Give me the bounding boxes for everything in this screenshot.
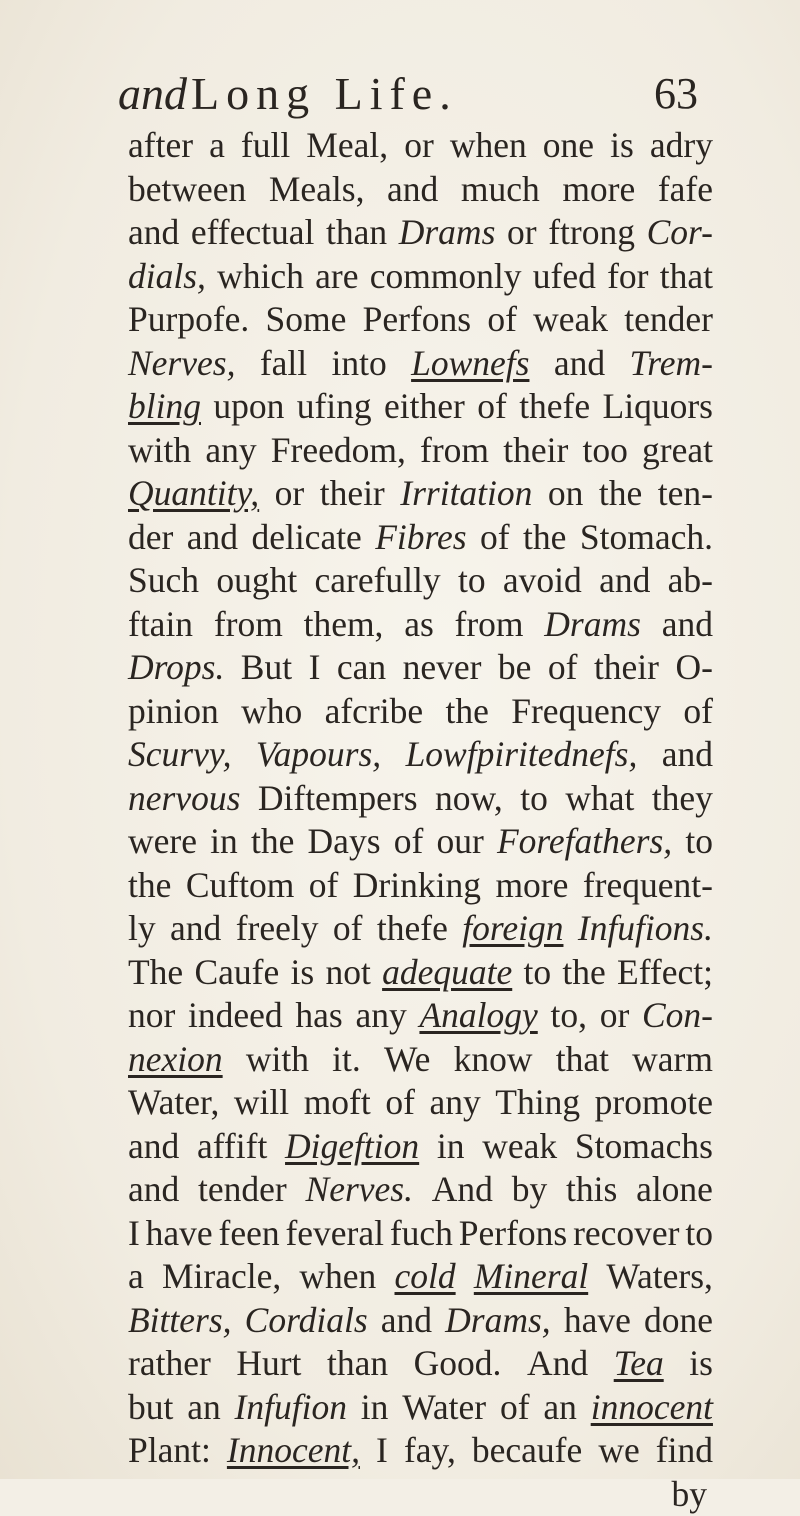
text-word: this [566, 1168, 617, 1212]
text-word: foreign [462, 907, 563, 951]
text-word: fay, [404, 1429, 456, 1473]
text-word: weak [482, 1125, 557, 1169]
text-word: and [128, 211, 179, 255]
text-word: to [685, 1212, 713, 1256]
text-word: Scurvy, [128, 733, 232, 777]
text-word: nor [128, 994, 175, 1038]
text-word: of [477, 385, 507, 429]
text-line [128, 168, 713, 212]
text-word: them, [304, 603, 384, 647]
text-word: Drinking [353, 864, 481, 908]
text-word: Cor- [647, 211, 713, 255]
text-word: tender [624, 298, 713, 342]
text-word: any [205, 429, 256, 473]
text-word: the [445, 690, 488, 734]
text-word: of [480, 516, 510, 560]
text-word: an [543, 1386, 577, 1430]
text-word: an [187, 1386, 221, 1430]
text-word: ufed [533, 255, 596, 299]
text-word: rather [128, 1342, 211, 1386]
text-line [128, 603, 713, 647]
text-word: Cuftom [186, 864, 294, 908]
text-word: feen [219, 1212, 280, 1256]
text-word: the [251, 820, 294, 864]
text-word: what [565, 777, 634, 821]
text-word: it. [332, 1038, 361, 1082]
text-word: who [241, 690, 302, 734]
text-word: Water, [128, 1081, 219, 1125]
text-word: Water [402, 1386, 486, 1430]
text-word: Perfons [363, 298, 471, 342]
text-word: der [128, 516, 173, 560]
text-word: pinion [128, 690, 219, 734]
text-word: Con- [642, 994, 713, 1038]
text-word: ftrong [548, 211, 635, 255]
body-text [128, 124, 713, 1516]
text-word: avoid [503, 559, 582, 603]
text-word: has [295, 994, 342, 1038]
text-word: Diftempers [258, 777, 418, 821]
text-word: too [582, 429, 627, 473]
text-word: Perfons [459, 1212, 567, 1256]
text-word: Irritation [400, 472, 532, 516]
text-word: Cordials [245, 1299, 368, 1343]
text-word: never [403, 646, 482, 690]
text-word: much [461, 168, 540, 212]
text-line [128, 864, 713, 908]
text-word: Freedom, [271, 429, 406, 473]
text-word: moft [304, 1081, 371, 1125]
text-word: Stomachs [575, 1125, 713, 1169]
text-word: Effect; [617, 951, 713, 995]
text-word: when [299, 1255, 376, 1299]
text-line [128, 298, 713, 342]
text-word: to [685, 820, 713, 864]
text-word: their [503, 429, 568, 473]
text-line [128, 951, 713, 995]
text-word: of [385, 1081, 415, 1125]
text-line [128, 777, 713, 821]
text-line [128, 820, 713, 864]
text-word: And [527, 1342, 588, 1386]
text-word: any [429, 1081, 480, 1125]
text-word: Waters, [606, 1255, 713, 1299]
text-word: than [326, 211, 387, 255]
text-word: Drops. [128, 646, 224, 690]
text-word: I [128, 1212, 140, 1256]
catchword: by [672, 1473, 708, 1516]
text-word: they [652, 777, 713, 821]
text-word: to [520, 777, 548, 821]
text-word: and [599, 559, 650, 603]
text-word: in [361, 1386, 389, 1430]
text-word: adequate [382, 951, 512, 995]
text-word: we [598, 1429, 639, 1473]
text-word: to [524, 951, 552, 995]
text-word: Nerves, [128, 342, 235, 386]
text-word: Plant: [128, 1429, 211, 1473]
text-word: adry [650, 124, 713, 168]
text-word: our [436, 820, 483, 864]
text-word: and [170, 907, 221, 951]
text-line [128, 429, 713, 473]
text-word: I [376, 1429, 388, 1473]
text-word: their [320, 472, 385, 516]
text-word: nervous [128, 777, 240, 821]
text-word: Stomach. [580, 516, 713, 560]
text-word: from [455, 603, 524, 647]
text-word: O- [675, 646, 712, 690]
text-word: in [210, 820, 238, 864]
text-word: weak [533, 298, 608, 342]
text-word: are [315, 255, 358, 299]
text-word: Trem- [629, 342, 713, 386]
text-word: with [128, 429, 191, 473]
text-word: find [656, 1429, 713, 1473]
text-word: between [128, 168, 246, 212]
text-line [128, 1255, 713, 1299]
text-word: ought [216, 559, 297, 603]
text-word: ab- [668, 559, 713, 603]
text-word: afcribe [325, 690, 424, 734]
text-word: full [241, 124, 290, 168]
text-word: Drams [544, 603, 641, 647]
text-word: carefully [315, 559, 441, 603]
text-word: Bitters, [128, 1299, 232, 1343]
text-word: Tea [614, 1342, 664, 1386]
text-word: into [332, 342, 387, 386]
text-line [128, 1212, 713, 1256]
catchword-line [128, 1473, 713, 1516]
text-word: Purpofe. [128, 298, 249, 342]
text-line [128, 1125, 713, 1169]
text-word: or [600, 994, 630, 1038]
text-line [128, 516, 713, 560]
text-word: more [562, 168, 635, 212]
text-word: of [333, 907, 363, 951]
text-word: Meals, [269, 168, 365, 212]
text-word: Drams [399, 211, 496, 255]
text-word: with [246, 1038, 309, 1082]
text-line [128, 733, 713, 777]
text-word: feveral [285, 1212, 384, 1256]
text-line [128, 907, 713, 951]
text-word: Such [128, 559, 199, 603]
text-word: freely [236, 907, 319, 951]
text-word: Nerves. [306, 1168, 413, 1212]
text-word: and [662, 603, 713, 647]
text-line [128, 124, 713, 168]
text-word: fall [260, 342, 307, 386]
text-word: or [275, 472, 305, 516]
text-word: bling [128, 385, 201, 429]
text-line [128, 1429, 713, 1473]
text-word: frequent- [583, 864, 713, 908]
text-word: to, [550, 994, 587, 1038]
text-word: will [234, 1081, 289, 1125]
text-word: promote [595, 1081, 713, 1125]
text-word: of [500, 1386, 530, 1430]
text-word: effectual [191, 211, 315, 255]
text-word: ly [128, 907, 156, 951]
text-word: were [128, 820, 197, 864]
text-word: Digeftion [285, 1125, 419, 1169]
text-word: And [432, 1168, 493, 1212]
text-word: or [404, 124, 434, 168]
text-word: Frequency [511, 690, 661, 734]
page-number: 63 [654, 64, 698, 124]
text-word: when [450, 124, 527, 168]
text-word: Miracle, [162, 1255, 281, 1299]
text-word: But [241, 646, 292, 690]
text-word: recover [573, 1212, 679, 1256]
text-word: of [309, 864, 339, 908]
text-word: is [291, 951, 315, 995]
text-word: that [556, 1038, 609, 1082]
text-word: after [128, 124, 193, 168]
text-word: Good. [414, 1342, 502, 1386]
text-word: one [543, 124, 594, 168]
text-word: now, [435, 777, 503, 821]
text-word: tender [198, 1168, 287, 1212]
text-word: Forefathers, [497, 820, 672, 864]
text-line [128, 385, 713, 429]
text-line [128, 690, 713, 734]
text-word: on [548, 472, 584, 516]
text-word: Infufion [235, 1386, 347, 1430]
text-word: We [384, 1038, 430, 1082]
text-word: their [594, 646, 659, 690]
text-word: dials, [128, 255, 206, 299]
text-word: thefe [519, 385, 590, 429]
text-word: affift [197, 1125, 267, 1169]
text-line [128, 1299, 713, 1343]
text-word: of [548, 646, 578, 690]
text-word: of [683, 690, 713, 734]
text-line [128, 994, 713, 1038]
text-word: Some [266, 298, 347, 342]
text-line [128, 1168, 713, 1212]
text-word: Vapours, [256, 733, 381, 777]
text-word: Days [308, 820, 381, 864]
text-word: delicate [251, 516, 361, 560]
text-word: Lownefs [411, 342, 529, 386]
text-word: and [387, 168, 438, 212]
text-word: more [495, 864, 568, 908]
text-word: Meal, [306, 124, 388, 168]
text-word: the [599, 472, 642, 516]
text-word: to [458, 559, 486, 603]
text-word: and [187, 516, 238, 560]
text-word: in [437, 1125, 465, 1169]
text-word: done [644, 1299, 713, 1343]
text-word: for [607, 255, 648, 299]
text-word: Quantity, [128, 472, 259, 516]
text-word: great [642, 429, 713, 473]
text-word: of [394, 820, 424, 864]
text-word: from [214, 603, 283, 647]
header-and: and [118, 68, 187, 119]
text-word: Hurt [236, 1342, 301, 1386]
text-word: a [128, 1255, 144, 1299]
text-word: Caufe [194, 951, 279, 995]
text-word: Thing [495, 1081, 580, 1125]
text-line [128, 1081, 713, 1125]
text-line [128, 1386, 713, 1430]
text-word: and [662, 733, 713, 777]
text-word: and [128, 1168, 179, 1212]
text-word: innocent [591, 1386, 713, 1430]
text-word: upon [213, 385, 284, 429]
text-word: ufing [297, 385, 372, 429]
text-word: fafe [658, 168, 713, 212]
text-word: I [309, 646, 321, 690]
text-word: Drams, [445, 1299, 551, 1343]
text-word: thefe [377, 907, 448, 951]
header-title: Long Life. [191, 68, 458, 119]
text-word: Innocent, [227, 1429, 360, 1473]
text-word: which [217, 255, 304, 299]
text-word: be [498, 646, 532, 690]
text-line [128, 342, 713, 386]
text-word: either [384, 385, 465, 429]
running-header [118, 64, 698, 124]
text-word: or [507, 211, 537, 255]
text-word: a [209, 124, 225, 168]
text-word: any [355, 994, 406, 1038]
text-word: can [337, 646, 386, 690]
text-word: that [660, 255, 713, 299]
text-line [128, 1038, 713, 1082]
text-line [128, 559, 713, 603]
text-line [128, 1342, 713, 1386]
text-word: and [128, 1125, 179, 1169]
text-word: commonly [370, 255, 522, 299]
text-word: ten- [658, 472, 713, 516]
text-word: Lowfpiritednefs, [406, 733, 638, 777]
text-word: is [689, 1342, 713, 1386]
text-word: Infufions. [578, 907, 713, 951]
text-word: fuch [390, 1212, 453, 1256]
text-line [128, 472, 713, 516]
text-word: nexion [128, 1038, 223, 1082]
text-word: and [554, 342, 605, 386]
text-word: not [325, 951, 370, 995]
text-word: from [420, 429, 489, 473]
text-word: know [454, 1038, 533, 1082]
text-line [128, 646, 713, 690]
text-word: ftain [128, 603, 193, 647]
text-line [128, 255, 713, 299]
text-word: Analogy [419, 994, 537, 1038]
text-word: of [487, 298, 517, 342]
text-word: but [128, 1386, 173, 1430]
text-word: have [146, 1212, 213, 1256]
text-word: the [523, 516, 566, 560]
text-word: is [610, 124, 634, 168]
text-word: the [128, 864, 171, 908]
text-word: Mineral [474, 1255, 588, 1299]
text-word: indeed [188, 994, 283, 1038]
text-word: and [381, 1299, 432, 1343]
text-word: the [562, 951, 605, 995]
text-word: warm [632, 1038, 713, 1082]
text-word: Fibres [375, 516, 466, 560]
text-word: than [327, 1342, 388, 1386]
text-word: by [512, 1168, 548, 1212]
text-word: becaufe [472, 1429, 582, 1473]
text-word: as [404, 603, 434, 647]
text-word: have [564, 1299, 631, 1343]
text-word: cold [395, 1255, 456, 1299]
text-word: Liquors [603, 385, 713, 429]
text-line [128, 211, 713, 255]
text-word: The [128, 951, 183, 995]
text-word: alone [636, 1168, 713, 1212]
